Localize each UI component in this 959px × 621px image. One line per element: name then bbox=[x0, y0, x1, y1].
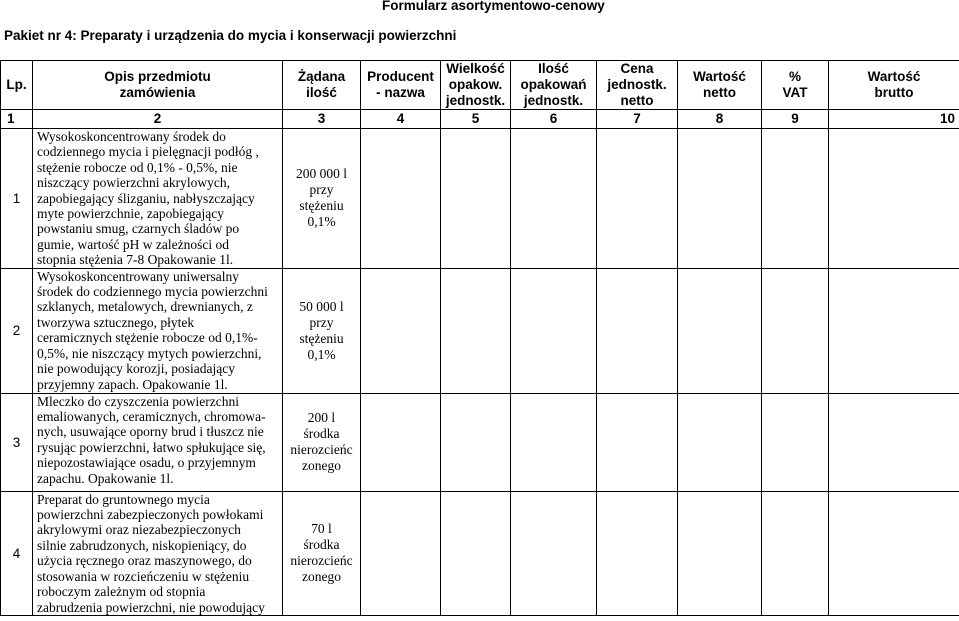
text-line: środka bbox=[303, 426, 340, 442]
text-line: silnie zabrudzonych, niskopieniący, do bbox=[37, 537, 247, 553]
text-line: szklanych, metalowych, drewnianych, z bbox=[37, 299, 253, 315]
table-row bbox=[1, 393, 959, 491]
row-package-count-cell[interactable] bbox=[511, 393, 597, 491]
column-number: 7 bbox=[597, 110, 678, 129]
text-line: przy bbox=[309, 314, 334, 330]
row-package-count-cell[interactable] bbox=[511, 491, 597, 615]
text-line: powierzchni zabezpieczonych powłokami bbox=[37, 507, 264, 523]
row-vat-cell[interactable] bbox=[762, 129, 829, 269]
table-row bbox=[1, 268, 959, 393]
text-line: Cena bbox=[620, 61, 654, 76]
row-gross-value-cell[interactable] bbox=[829, 268, 959, 393]
column-number: 3 bbox=[283, 110, 361, 129]
text-line: 0,5%, nie niszczący mytych powierzchni, bbox=[37, 345, 262, 361]
text-line: 200 000 l bbox=[295, 166, 347, 182]
column-number: 8 bbox=[678, 110, 762, 129]
row-gross-value-cell[interactable] bbox=[829, 491, 959, 615]
row-gross-value-cell[interactable] bbox=[829, 129, 959, 269]
text-line: stosowania w rozcieńczeniu w stężeniu bbox=[37, 568, 250, 584]
row-description bbox=[33, 393, 283, 491]
row-unit-price-cell[interactable] bbox=[597, 491, 678, 615]
text-line: stężeniu bbox=[299, 330, 344, 346]
header-vat bbox=[762, 61, 829, 110]
column-number: 4 bbox=[361, 110, 441, 129]
row-requested-quantity bbox=[283, 268, 361, 393]
header-net-value bbox=[678, 61, 762, 110]
text-line: jednostk. bbox=[445, 93, 506, 108]
table-row bbox=[1, 129, 959, 269]
text-line: VAT bbox=[782, 85, 808, 100]
text-line: zabrudzenia powierzchni, nie powodujący bbox=[37, 599, 265, 615]
row-unit-price-cell[interactable] bbox=[597, 268, 678, 393]
text-line: Mleczko do czyszczenia powierzchni bbox=[37, 393, 240, 409]
row-package-size-cell[interactable] bbox=[441, 129, 511, 269]
text-line: - nazwa bbox=[376, 85, 425, 100]
text-line: 50 000 l bbox=[299, 298, 344, 314]
text-line: powstaniu smug, czarnych śladów po bbox=[37, 221, 240, 237]
text-line: % bbox=[788, 69, 801, 84]
text-line: Żądana bbox=[297, 69, 346, 84]
header-gross-value bbox=[829, 61, 959, 110]
row-vat-cell[interactable] bbox=[762, 491, 829, 615]
text-line: rysując powierzchni, łatwo spłukujące się, bbox=[37, 439, 266, 455]
row-gross-value-cell[interactable] bbox=[829, 393, 959, 491]
row-lp: 1 bbox=[1, 129, 33, 269]
text-line: Wielkość bbox=[446, 61, 505, 76]
header-package-count bbox=[511, 61, 597, 110]
text-line: codziennego mycia i pielęgnacji podłóg , bbox=[37, 144, 259, 160]
column-number: 5 bbox=[441, 110, 511, 129]
row-requested-quantity bbox=[283, 129, 361, 269]
text-line: zonego bbox=[302, 569, 341, 585]
row-net-value-cell[interactable] bbox=[678, 393, 762, 491]
row-requested-quantity bbox=[283, 393, 361, 491]
text-line: stężenie robocze od 0,1% - 0,5%, nie bbox=[37, 159, 238, 175]
text-line: środek do codziennego mycia powierzchni bbox=[37, 284, 268, 300]
text-line: użycia ręcznego oraz maszynowego, do bbox=[37, 553, 252, 569]
text-line: jednostk. bbox=[523, 93, 584, 108]
document-title: Formularz asortymentowo-cenowy bbox=[382, 0, 605, 13]
row-producer-cell[interactable] bbox=[361, 129, 441, 269]
column-number: 6 bbox=[511, 110, 597, 129]
text-line: stopnia stężenia 7-8 Opakowanie 1l. bbox=[37, 252, 234, 268]
column-number: 10 bbox=[829, 110, 959, 129]
text-line: ilość bbox=[306, 85, 337, 100]
header-lp bbox=[1, 61, 33, 110]
text-line: zapachu. Opakowanie 1l. bbox=[37, 470, 174, 486]
text-line: myte powierzchnie, zapobiegający bbox=[37, 206, 225, 222]
header-package-size bbox=[441, 61, 511, 110]
text-line: niepozostawiające osadu, o przyjemnym bbox=[37, 455, 256, 471]
column-number-row bbox=[1, 110, 959, 129]
column-number: 2 bbox=[33, 110, 283, 129]
text-line: zapobiegający ślizganiu, nabłyszczający bbox=[37, 190, 255, 206]
row-package-size-cell[interactable] bbox=[441, 491, 511, 615]
text-line: środka bbox=[303, 537, 340, 553]
text-line: akrylowymi oraz niezabezpieczonych bbox=[37, 522, 241, 538]
row-producer-cell[interactable] bbox=[361, 393, 441, 491]
header-row bbox=[1, 61, 959, 110]
row-package-count-cell[interactable] bbox=[511, 268, 597, 393]
row-lp: 3 bbox=[1, 393, 33, 491]
text-line: Producent bbox=[367, 69, 434, 84]
row-description bbox=[33, 129, 283, 269]
text-line: jednostk. bbox=[607, 77, 667, 92]
text-line: nie powodujący korozji, posiadający bbox=[37, 361, 235, 377]
row-producer-cell[interactable] bbox=[361, 268, 441, 393]
row-description bbox=[33, 268, 283, 393]
text-line: Lp. bbox=[6, 77, 27, 92]
text-line: emaliowanych, ceramicznych, chromowa- bbox=[37, 409, 266, 425]
text-line: 200 l bbox=[307, 410, 336, 426]
text-line: brutto bbox=[874, 85, 914, 100]
text-line: opakow. bbox=[448, 77, 503, 92]
row-vat-cell[interactable] bbox=[762, 393, 829, 491]
text-line: Opis przedmiotu bbox=[104, 69, 211, 84]
text-line: ceramicznych stężenie robocze od 0,1%- bbox=[37, 330, 258, 346]
header-description bbox=[33, 61, 283, 110]
table-row bbox=[1, 491, 959, 615]
text-line: 0,1% bbox=[307, 346, 336, 362]
row-lp: 2 bbox=[1, 268, 33, 393]
text-line: Ilość bbox=[538, 61, 569, 76]
text-line: 0,1% bbox=[307, 214, 336, 230]
text-line: przyjemny zapach. Opakowanie 1l. bbox=[37, 376, 228, 392]
column-number: 1 bbox=[1, 110, 33, 129]
text-line: Wartość bbox=[867, 69, 921, 84]
row-vat-cell[interactable] bbox=[762, 268, 829, 393]
row-package-size-cell[interactable] bbox=[441, 393, 511, 491]
row-requested-quantity bbox=[283, 491, 361, 615]
text-line: opakowań bbox=[520, 77, 587, 92]
text-line: Wysokoskoncentrowany uniwersalny bbox=[37, 268, 240, 284]
text-line: netto bbox=[703, 85, 736, 100]
assortment-price-table bbox=[0, 60, 959, 616]
text-line: nych, usuwające oporny brud i tłuszcz nie bbox=[37, 424, 264, 440]
text-line: roboczym zależnym od stopnia bbox=[37, 584, 206, 600]
row-net-value-cell[interactable] bbox=[678, 129, 762, 269]
text-line: 70 l bbox=[311, 521, 332, 537]
header-requested-quantity bbox=[283, 61, 361, 110]
row-net-value-cell[interactable] bbox=[678, 268, 762, 393]
text-line: Preparat do gruntownego mycia bbox=[37, 491, 210, 507]
text-line: zonego bbox=[302, 458, 341, 474]
row-unit-price-cell[interactable] bbox=[597, 393, 678, 491]
text-line: gumie, wartość pH w zależności od bbox=[37, 236, 229, 252]
text-line: nierozcieńc bbox=[290, 442, 353, 458]
text-line: tworzywa sztucznego, płytek bbox=[37, 314, 195, 330]
text-line: przy bbox=[309, 182, 334, 198]
text-line: nierozcieńc bbox=[290, 553, 353, 569]
text-line: stężeniu bbox=[299, 198, 344, 214]
text-line: netto bbox=[620, 93, 654, 108]
text-line: Wartość bbox=[693, 69, 746, 84]
column-number: 9 bbox=[762, 110, 829, 129]
row-unit-price-cell[interactable] bbox=[597, 129, 678, 269]
package-title: Pakiet nr 4: Preparaty i urządzenia do mycia i konserwacji powierzchni bbox=[4, 28, 457, 43]
row-net-value-cell[interactable] bbox=[678, 491, 762, 615]
text-line: Wysokoskoncentrowany środek do bbox=[37, 129, 226, 144]
row-package-size-cell[interactable] bbox=[441, 268, 511, 393]
header-unit-price bbox=[597, 61, 678, 110]
row-package-count-cell[interactable] bbox=[511, 129, 597, 269]
text-line: niszczący powierzchni akrylowych, bbox=[37, 175, 231, 191]
row-producer-cell[interactable] bbox=[361, 491, 441, 615]
row-description bbox=[33, 491, 283, 615]
row-lp: 4 bbox=[1, 491, 33, 615]
header-producer bbox=[361, 61, 441, 110]
text-line: zamówienia bbox=[119, 85, 196, 100]
